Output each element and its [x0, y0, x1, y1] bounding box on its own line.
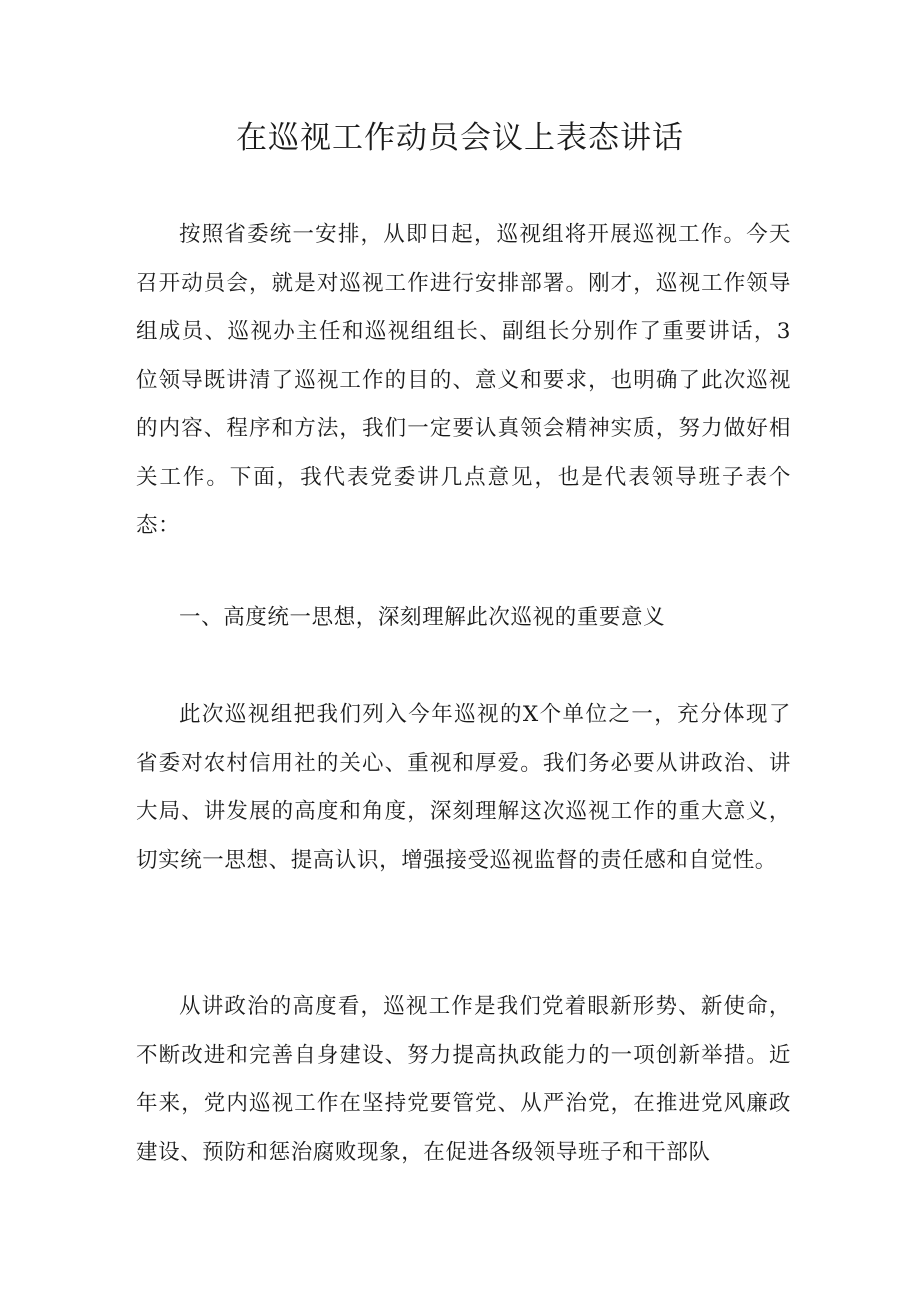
paragraph-section-1: 此次巡视组把我们列入今年巡视的X个单位之一，充分体现了省委对农村信用社的关心、重视和厚爱。我们务必要从讲政治、讲大局、讲发展的高度和角度，深刻理解这次巡视工作的重大意义，切实统一思想、提高认识，增强接受巡视监督的责任感和自觉性。	[136, 702, 791, 873]
paragraph-political-view: 从讲政治的高度看，巡视工作是我们党着眼新形势、新使命，不断改进和完善自身建设、努力提高执政能力的一项创新举措。近年来，党内巡视工作在坚持党要管党、从严治党，在推进党风廉政建设、预防和惩治腐败现象，在促进各级领导班子和干部队	[136, 994, 791, 1165]
section-heading-1: 一、高度统一思想，深刻理解此次巡视的重要意义	[179, 605, 666, 630]
paragraph-intro: 按照省委统一安排，从即日起，巡视组将开展巡视工作。今天召开动员会，就是对巡视工作进行安排部署。刚才，巡视工作领导组成员、巡视办主任和巡视组组长、副组长分别作了重要讲话，3位领导既讲清了巡视工作的目的、意义和要求，也明确了此次巡视的内容、程序和方法，我们一定要认真领会精神实质，努力做好相关工作。下面，我代表党委讲几点意见，也是代表领导班子表个态：	[136, 222, 791, 538]
document-title: 在巡视工作动员会议上表态讲话	[236, 120, 684, 156]
